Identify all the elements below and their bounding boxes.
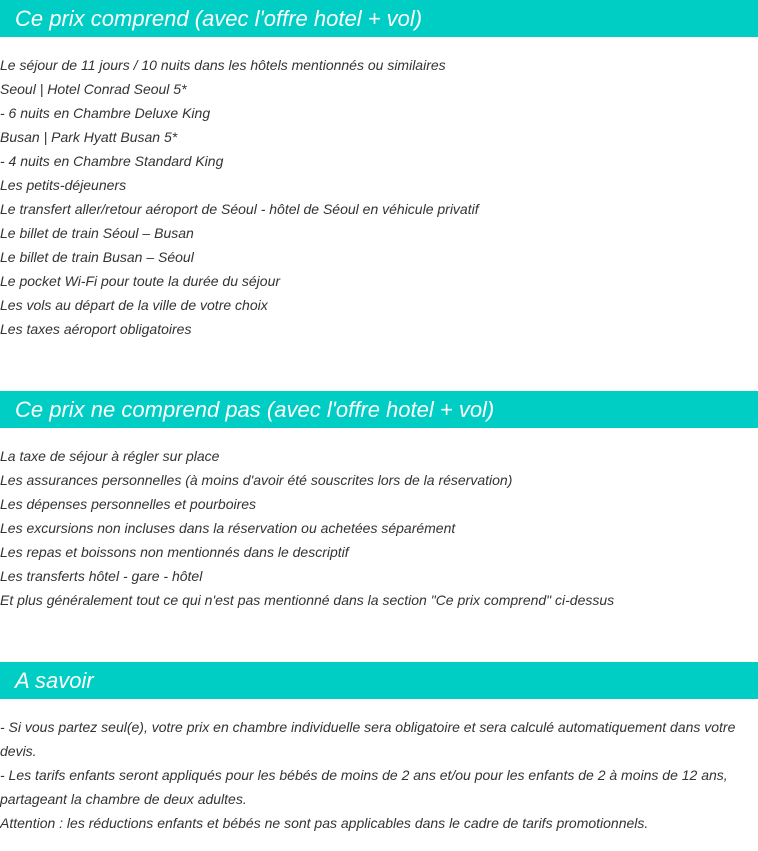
list-item: - 6 nuits en Chambre Deluxe King (0, 105, 211, 121)
list-item: Les excursions non incluses dans la réservation ou achetées séparément (0, 520, 456, 536)
section-title-not-included: Ce prix ne comprend pas (avec l'offre hotel + vol) (0, 391, 758, 428)
list-item: Et plus généralement tout ce qui n'est pas mentionné dans la section "Ce prix comprend" ci-dessus (0, 592, 615, 608)
list-item: Le séjour de 11 jours / 10 nuits dans les hôtels mentionnés ou similaires (0, 57, 446, 73)
good-to-know-list (0, 715, 758, 835)
list-item: Attention : les réductions enfants et bébés ne sont pas applicables dans le cadre de tarifs promotionnels. (0, 815, 649, 831)
list-item: Les repas et boissons non mentionnés dans le descriptif (0, 544, 349, 560)
list-item: - Les tarifs enfants seront appliqués pour les bébés de moins de 2 ans et/ou pour les enfants de 2 à moins de 12 ans, partageant la chambre de deux adultes. (0, 767, 728, 807)
included-list (0, 53, 758, 341)
list-item: La taxe de séjour à régler sur place (0, 448, 220, 464)
list-item: Le transfert aller/retour aéroport de Séoul - hôtel de Séoul en véhicule privatif (0, 201, 479, 217)
list-item: Le pocket Wi-Fi pour toute la durée du séjour (0, 273, 281, 289)
list-item: Les petits-déjeuners (0, 177, 127, 193)
list-item: Les taxes aéroport obligatoires (0, 321, 192, 337)
section-title-good-to-know: A savoir (0, 662, 758, 699)
list-item: Le billet de train Séoul – Busan (0, 225, 194, 241)
list-item: Les transferts hôtel - gare - hôtel (0, 568, 203, 584)
list-item: - 4 nuits en Chambre Standard King (0, 153, 224, 169)
not-included-list (0, 444, 758, 612)
list-item: Busan | Park Hyatt Busan 5* (0, 129, 178, 145)
list-item: Les vols au départ de la ville de votre choix (0, 297, 268, 313)
section-title-included: Ce prix comprend (avec l'offre hotel + vol) (0, 0, 758, 37)
list-item: - Si vous partez seul(e), votre prix en chambre individuelle sera obligatoire et sera calculé automatiquement dans votre devis. (0, 719, 736, 759)
list-item: Seoul | Hotel Conrad Seoul 5* (0, 81, 187, 97)
list-item: Les assurances personnelles (à moins d'avoir été souscrites lors de la réservation) (0, 472, 513, 488)
list-item: Les dépenses personnelles et pourboires (0, 496, 257, 512)
list-item: Le billet de train Busan – Séoul (0, 249, 194, 265)
